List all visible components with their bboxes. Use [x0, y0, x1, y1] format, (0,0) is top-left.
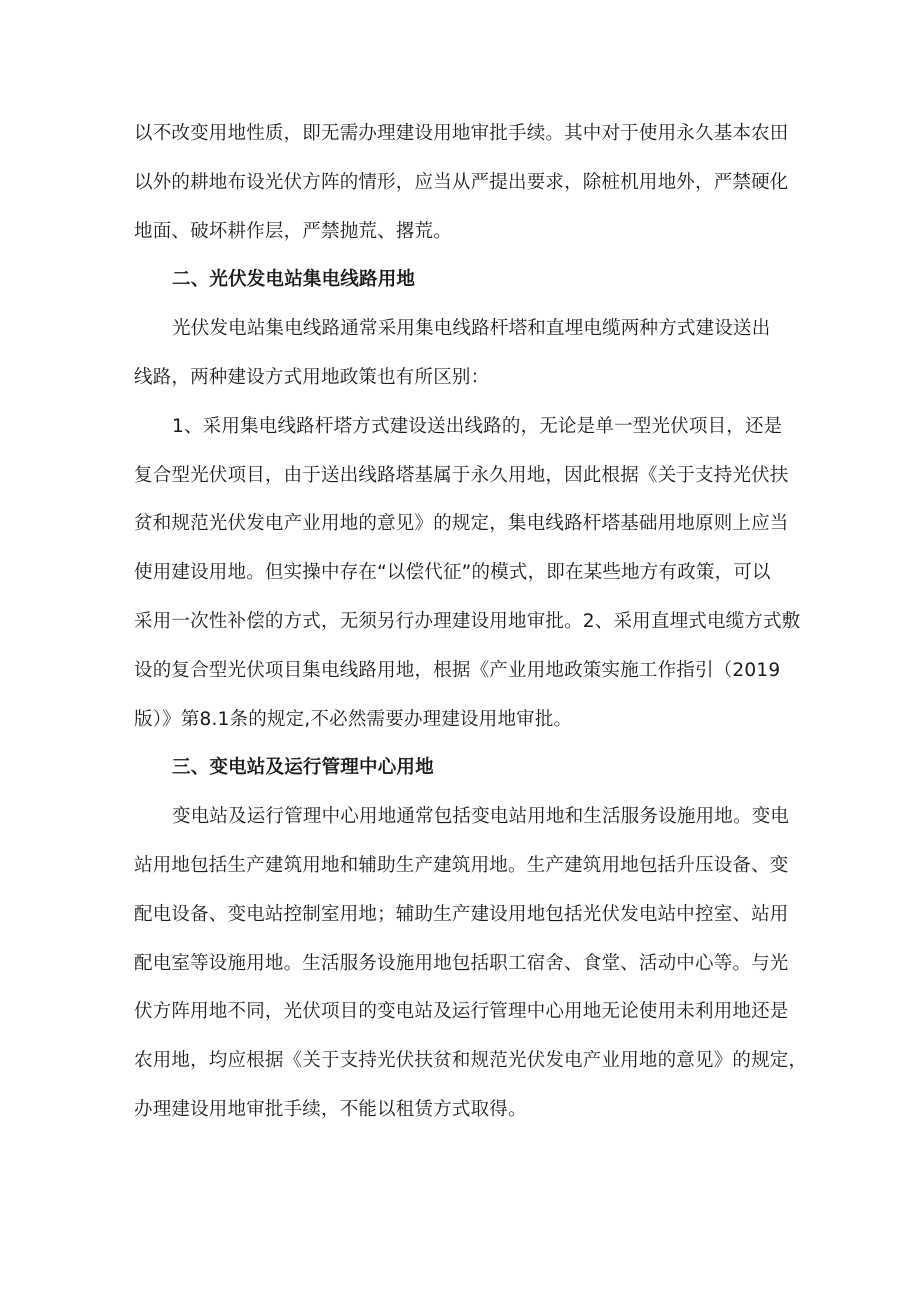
intro-line: 以不改变用地性质，即无需办理建设用地审批手续。其中对于使用永久基本农田 — [134, 123, 789, 144]
section-3-paragraph-line: 农用地，均应根据《关于支持光伏扶贫和规范光伏发电产业用地的意见》的规定， — [134, 1050, 808, 1072]
section-3-paragraph-line: 变电站及运行管理中心用地通常包括变电站用地和生活服务设施用地。变电 — [172, 806, 790, 828]
section-2-paragraph-line: 复合型光伏项目，由于送出线路塔基属于永久用地，因此根据《关于支持光伏扶 — [134, 464, 789, 486]
section-2-paragraph-line: 设的复合型光伏项目集电线路用地，根据《产业用地政策实施工作指引（2019 — [134, 659, 781, 681]
section-2-paragraph-line: 采用一次性补偿的方式，无须另行办理建设用地审批。2、采用直埋式电缆方式敷 — [134, 610, 801, 632]
section-2-paragraph-line: 贫和规范光伏发电产业用地的意见》的规定，集电线路杆塔基础用地原则上应当 — [134, 513, 789, 535]
section-3-paragraph-line: 办理建设用地审批手续，不能以租赁方式取得。 — [134, 1098, 527, 1120]
section-2-paragraph-line: 光伏发电站集电线路通常采用集电线路杆塔和直埋电缆两种方式建设送出 — [172, 318, 771, 340]
intro-line: 地面、破坏耕作层，严禁抛荒、撂荒。 — [134, 220, 452, 242]
section-3-heading: 三、变电站及运行管理中心用地 — [172, 757, 434, 779]
section-3-paragraph-line: 伏方阵用地不同，光伏项目的变电站及运行管理中心用地无论使用未利用地还是 — [134, 1001, 789, 1023]
section-3-paragraph-line: 配电室等设施用地。生活服务设施用地包括职工宿舍、食堂、活动中心等。与光 — [134, 952, 789, 974]
section-2-paragraph-line: 1、采用集电线路杆塔方式建设送出线路的，无论是单一型光伏项目，还是 — [172, 415, 783, 437]
section-2-paragraph-line: 版）》第8.1条的规定,不必然需要办理建设用地审批。 — [134, 708, 573, 730]
section-2-heading: 二、光伏发电站集电线路用地 — [172, 269, 416, 291]
section-2-paragraph-line: 使用建设用地。但实操中存在“以偿代征”的模式，即在某些地方有政策，可以 — [134, 562, 771, 584]
section-2-paragraph-line: 线路，两种建设方式用地政策也有所区别： — [134, 366, 490, 388]
document-body — [134, 110, 808, 1135]
section-3-paragraph-line: 站用地包括生产建筑用地和辅助生产建筑用地。生产建筑用地包括升压设备、变 — [134, 854, 789, 876]
section-3-paragraph-line: 配电设备、变电站控制室用地；辅助生产建设用地包括光伏发电站中控室、站用 — [134, 903, 789, 925]
intro-line: 以外的耕地布设光伏方阵的情形，应当从严提出要求，除桩机用地外，严禁硬化 — [134, 171, 789, 193]
